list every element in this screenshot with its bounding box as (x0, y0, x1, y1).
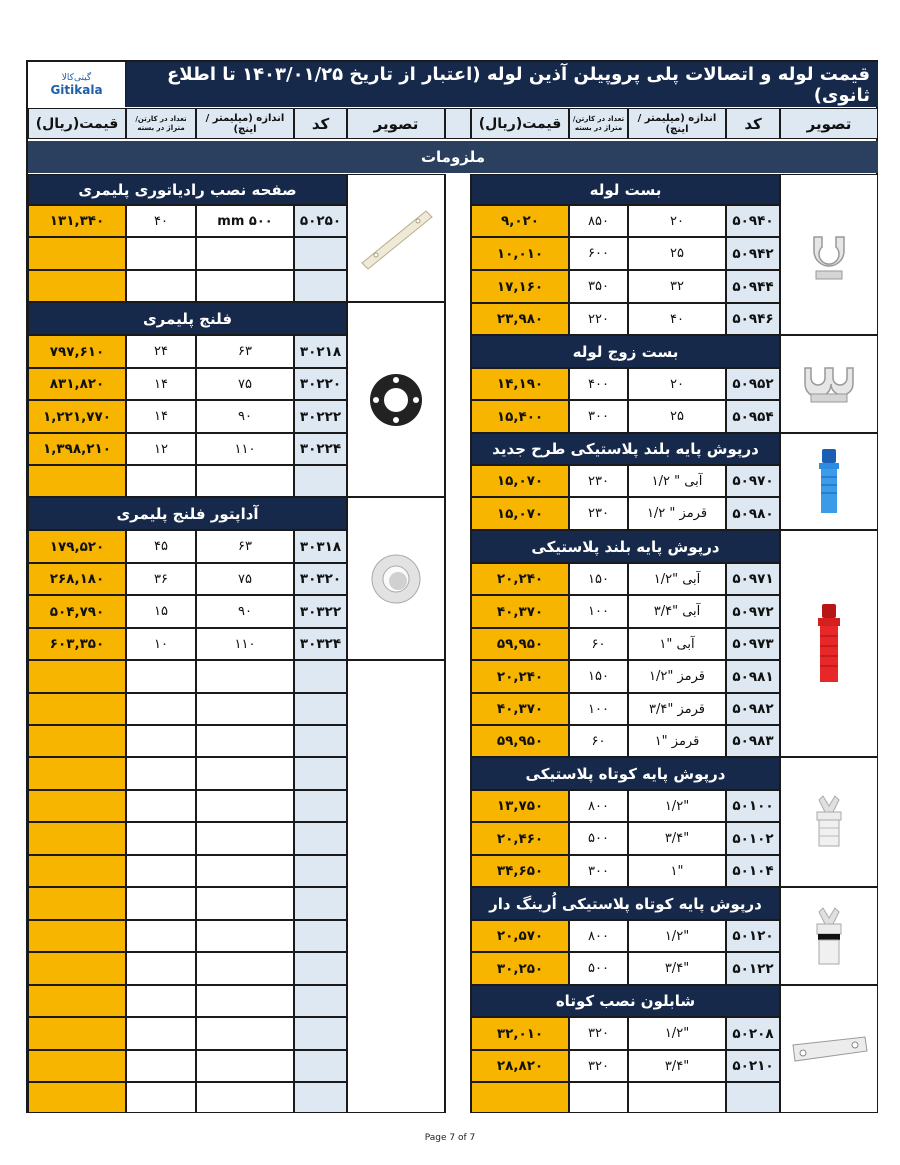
header-price-left: قیمت(ریال) (28, 108, 126, 139)
empty-qty (126, 270, 196, 302)
empty-cell (126, 855, 196, 887)
row-size: "۱/۲ (628, 920, 726, 952)
empty-cell (294, 757, 347, 790)
header-qty-right: تعداد در کارتن/ متراژ در بسته (569, 108, 628, 139)
row-price: ۴۰,۳۷۰ (471, 693, 569, 725)
empty-code (726, 1082, 780, 1113)
row-code: ۵۰۹۸۲ (726, 693, 780, 725)
empty-cell (294, 660, 347, 693)
empty-size (196, 237, 294, 270)
row-qty: ۳۰۰ (569, 855, 628, 887)
red-long-plug-icon (780, 530, 878, 757)
row-size: "۱/۲ (628, 790, 726, 822)
row-code: ۳۰۳۲۲ (294, 595, 347, 628)
row-code: ۵۰۹۸۳ (726, 725, 780, 757)
row-code: ۵۰۱۲۰ (726, 920, 780, 952)
empty-cell (28, 725, 126, 757)
row-size: ۷۵ (196, 563, 294, 595)
logo-text-en: Gitikala (50, 82, 103, 97)
row-price: ۴۰,۳۷۰ (471, 595, 569, 628)
group-title: درپوش پایه کوتاه پلاستیکی (471, 757, 780, 790)
empty-cell (28, 1050, 126, 1082)
row-size: ۶۳ (196, 335, 294, 368)
row-size: ۴۰ (628, 303, 726, 335)
row-size: ۲۵ (628, 400, 726, 433)
empty-cell (126, 985, 196, 1017)
template-bar-icon (780, 985, 878, 1113)
group-title: شابلون نصب کوتاه (471, 985, 780, 1017)
empty-cell (126, 887, 196, 920)
empty-code (294, 465, 347, 497)
empty-cell (196, 1082, 294, 1113)
row-size: قرمز "۱ (628, 725, 726, 757)
row-size: "۱/۲ (628, 1017, 726, 1050)
row-size: ۲۵ (628, 237, 726, 270)
row-price: ۳۰,۲۵۰ (471, 952, 569, 985)
row-qty: ۸۰۰ (569, 920, 628, 952)
row-qty: ۶۰ (569, 628, 628, 660)
row-size: آبی "۱/۲ (628, 563, 726, 595)
pipe-clip-icon (780, 174, 878, 335)
empty-cell (28, 790, 126, 822)
empty-cell (294, 1050, 347, 1082)
empty-cell (196, 887, 294, 920)
row-size: ۲۰ (628, 368, 726, 400)
empty-cell (126, 1017, 196, 1050)
row-price: ۱۵,۰۷۰ (471, 497, 569, 530)
row-price: ۱۵,۴۰۰ (471, 400, 569, 433)
row-price: ۱۷۹,۵۲۰ (28, 530, 126, 563)
row-code: ۵۰۱۰۰ (726, 790, 780, 822)
empty-cell (28, 660, 126, 693)
row-price: ۹,۰۲۰ (471, 205, 569, 237)
empty-cell (294, 822, 347, 855)
row-code: ۵۰۲۵۰ (294, 205, 347, 237)
empty-cell (126, 790, 196, 822)
double-pipe-clip-icon (780, 335, 878, 433)
row-qty: ۱۴ (126, 400, 196, 433)
radiator-plate-icon (347, 174, 445, 302)
row-code: ۳۰۲۲۰ (294, 368, 347, 400)
row-price: ۲۰,۴۶۰ (471, 822, 569, 855)
empty-cell (126, 757, 196, 790)
row-qty: ۱۵۰ (569, 660, 628, 693)
empty-cell (28, 920, 126, 952)
row-size: "۳/۴ (628, 1050, 726, 1082)
row-price: ۱۴,۱۹۰ (471, 368, 569, 400)
row-size: mm ۵۰۰ (196, 205, 294, 237)
empty-cell (294, 790, 347, 822)
empty-cell (126, 725, 196, 757)
row-price: ۱۳,۷۵۰ (471, 790, 569, 822)
row-code: ۵۰۹۷۱ (726, 563, 780, 595)
row-size: ۳۲ (628, 270, 726, 303)
empty-cell (126, 1082, 196, 1113)
empty-cell (28, 887, 126, 920)
row-qty: ۱۰ (126, 628, 196, 660)
header-size-right: اندازه (میلیمتر /اینچ) (628, 108, 726, 139)
row-size: آبی "۳/۴ (628, 595, 726, 628)
row-size: ۱۱۰ (196, 433, 294, 465)
row-price: ۲۸,۸۲۰ (471, 1050, 569, 1082)
row-code: ۵۰۹۵۲ (726, 368, 780, 400)
group-title: صفحه نصب رادیاتوری پلیمری (28, 174, 347, 205)
row-price: ۵۰۴,۷۹۰ (28, 595, 126, 628)
row-price: ۱,۲۲۱,۷۷۰ (28, 400, 126, 433)
row-price: ۲۳,۹۸۰ (471, 303, 569, 335)
empty-cell (196, 822, 294, 855)
row-qty: ۱۲ (126, 433, 196, 465)
empty-cell (294, 952, 347, 985)
price-sheet (26, 60, 878, 1113)
empty-price (471, 1082, 569, 1113)
row-price: ۲۰,۵۷۰ (471, 920, 569, 952)
row-code: ۳۰۳۲۰ (294, 563, 347, 595)
empty-code (294, 270, 347, 302)
row-size: ۲۰ (628, 205, 726, 237)
empty-cell (126, 920, 196, 952)
row-size: "۳/۴ (628, 952, 726, 985)
row-code: ۵۰۹۸۰ (726, 497, 780, 530)
page-title-text: قیمت لوله و اتصالات پلی پروپیلن آذین لوله (اعتبار از تاریخ ۱۴۰۳/۰۱/۲۵ تا اطلاع ثانوی) (166, 63, 870, 106)
row-qty: ۲۲۰ (569, 303, 628, 335)
empty-cell (28, 822, 126, 855)
flange-adapter-icon (347, 497, 445, 660)
section-title: ملزومات (28, 141, 878, 173)
group-title: بست زوج لوله (471, 335, 780, 368)
row-price: ۱,۳۹۸,۲۱۰ (28, 433, 126, 465)
group-title: درپوش پایه بلند پلاستیکی طرح جدید (471, 433, 780, 465)
row-qty: ۱۵۰ (569, 563, 628, 595)
empty-price (28, 465, 126, 497)
empty-cell (196, 920, 294, 952)
row-qty: ۴۰ (126, 205, 196, 237)
header-gap (445, 108, 471, 139)
empty-cell (196, 855, 294, 887)
empty-cell (196, 1017, 294, 1050)
row-code: ۵۰۹۴۲ (726, 237, 780, 270)
empty-cell (28, 855, 126, 887)
row-price: ۱۵,۰۷۰ (471, 465, 569, 497)
row-price: ۶۰۳,۳۵۰ (28, 628, 126, 660)
flange-icon (347, 302, 445, 497)
header-qty-left: تعداد در کارتن/ متراژ در بسته (126, 108, 196, 139)
row-qty: ۱۴ (126, 368, 196, 400)
row-code: ۳۰۳۱۸ (294, 530, 347, 563)
row-price: ۷۹۷,۶۱۰ (28, 335, 126, 368)
row-price: ۵۹,۹۵۰ (471, 725, 569, 757)
empty-code (294, 237, 347, 270)
empty-size (196, 465, 294, 497)
row-code: ۵۰۹۴۴ (726, 270, 780, 303)
empty-cell (126, 822, 196, 855)
empty-cell (294, 985, 347, 1017)
empty-cell (126, 1050, 196, 1082)
row-code: ۵۰۹۷۲ (726, 595, 780, 628)
row-code: ۵۰۱۰۴ (726, 855, 780, 887)
group-title: بست لوله (471, 174, 780, 205)
row-qty: ۶۰ (569, 725, 628, 757)
row-qty: ۳۵۰ (569, 270, 628, 303)
row-qty: ۲۳۰ (569, 465, 628, 497)
row-price: ۱۷,۱۶۰ (471, 270, 569, 303)
logo-text-fa: گیتی‌کالا (61, 72, 92, 83)
row-code: ۵۰۹۸۱ (726, 660, 780, 693)
row-qty: ۲۳۰ (569, 497, 628, 530)
empty-cell (294, 1082, 347, 1113)
row-qty: ۳۲۰ (569, 1050, 628, 1082)
row-price: ۸۳۱,۸۲۰ (28, 368, 126, 400)
short-plug-icon (780, 757, 878, 887)
header-image-left: تصویر (347, 108, 445, 139)
empty-qty (126, 465, 196, 497)
empty-cell (196, 985, 294, 1017)
row-code: ۳۰۲۲۴ (294, 433, 347, 465)
gitikala-logo (28, 62, 126, 107)
empty-cell (196, 1050, 294, 1082)
empty-cell (294, 855, 347, 887)
row-code: ۵۰۱۲۲ (726, 952, 780, 985)
empty-cell (294, 887, 347, 920)
group-title: فلنج پلیمری (28, 302, 347, 335)
row-code: ۳۰۲۲۲ (294, 400, 347, 433)
row-size: قرمز "۱/۲ (628, 660, 726, 693)
row-size: ۷۵ (196, 368, 294, 400)
row-qty: ۵۰۰ (569, 822, 628, 855)
row-qty: ۴۰۰ (569, 368, 628, 400)
empty-cell (196, 660, 294, 693)
empty-size (196, 270, 294, 302)
empty-cell (28, 693, 126, 725)
group-title: آداپتور فلنج پلیمری (28, 497, 347, 530)
column-divider (445, 174, 471, 1113)
row-price: ۲۰,۲۴۰ (471, 563, 569, 595)
header-size-left: اندازه (میلیمتر /اینچ) (196, 108, 294, 139)
group-title: درپوش پایه کوتاه پلاستیکی اُرینگ دار (471, 887, 780, 920)
row-code: ۵۰۱۰۲ (726, 822, 780, 855)
empty-qty (569, 1082, 628, 1113)
empty-cell (196, 952, 294, 985)
empty-cell (196, 790, 294, 822)
page-title (126, 62, 878, 107)
row-qty: ۳۲۰ (569, 1017, 628, 1050)
row-size: قرمز "۳/۴ (628, 693, 726, 725)
empty-cell (28, 985, 126, 1017)
group-title: درپوش پایه بلند پلاستیکی (471, 530, 780, 563)
empty-qty (126, 237, 196, 270)
row-qty: ۲۴ (126, 335, 196, 368)
row-code: ۵۰۹۴۶ (726, 303, 780, 335)
empty-size (628, 1082, 726, 1113)
empty-image-cell (347, 660, 445, 1113)
row-price: ۳۴,۶۵۰ (471, 855, 569, 887)
row-code: ۵۰۹۷۳ (726, 628, 780, 660)
row-size: ۹۰ (196, 595, 294, 628)
row-qty: ۶۰۰ (569, 237, 628, 270)
row-qty: ۱۰۰ (569, 693, 628, 725)
header-code-left: کد (294, 108, 347, 139)
empty-price (28, 270, 126, 302)
row-size: "۱ (628, 855, 726, 887)
row-qty: ۱۰۰ (569, 595, 628, 628)
row-price: ۵۹,۹۵۰ (471, 628, 569, 660)
empty-cell (196, 757, 294, 790)
page-footer: Page 7 of 7 (424, 1133, 476, 1143)
row-price: ۱۳۱,۳۴۰ (28, 205, 126, 237)
row-price: ۳۲,۰۱۰ (471, 1017, 569, 1050)
header-code-right: کد (726, 108, 780, 139)
row-size: "۳/۴ (628, 822, 726, 855)
empty-cell (196, 725, 294, 757)
row-size: آبی "۱ (628, 628, 726, 660)
short-plug-oring-icon (780, 887, 878, 985)
row-code: ۵۰۲۱۰ (726, 1050, 780, 1082)
row-code: ۵۰۹۷۰ (726, 465, 780, 497)
row-qty: ۱۵ (126, 595, 196, 628)
row-qty: ۴۵ (126, 530, 196, 563)
row-size: ۹۰ (196, 400, 294, 433)
row-size: ۶۳ (196, 530, 294, 563)
empty-cell (28, 1017, 126, 1050)
row-size: آبی " ۱/۲ (628, 465, 726, 497)
empty-cell (126, 952, 196, 985)
blue-long-plug-icon (780, 433, 878, 530)
empty-cell (294, 693, 347, 725)
row-code: ۵۰۹۴۰ (726, 205, 780, 237)
row-qty: ۸۰۰ (569, 790, 628, 822)
row-qty: ۸۵۰ (569, 205, 628, 237)
row-code: ۵۰۲۰۸ (726, 1017, 780, 1050)
empty-cell (294, 1017, 347, 1050)
row-price: ۲۶۸,۱۸۰ (28, 563, 126, 595)
row-qty: ۳۰۰ (569, 400, 628, 433)
empty-cell (126, 693, 196, 725)
row-qty: ۳۶ (126, 563, 196, 595)
empty-cell (294, 725, 347, 757)
empty-cell (28, 757, 126, 790)
row-size: قرمز " ۱/۲ (628, 497, 726, 530)
empty-cell (28, 1082, 126, 1113)
empty-cell (294, 920, 347, 952)
row-price: ۱۰,۰۱۰ (471, 237, 569, 270)
row-code: ۵۰۹۵۴ (726, 400, 780, 433)
row-size: ۱۱۰ (196, 628, 294, 660)
row-price: ۲۰,۲۴۰ (471, 660, 569, 693)
empty-cell (196, 693, 294, 725)
empty-price (28, 237, 126, 270)
row-code: ۳۰۲۱۸ (294, 335, 347, 368)
row-qty: ۵۰۰ (569, 952, 628, 985)
empty-cell (28, 952, 126, 985)
header-price-right: قیمت(ریال) (471, 108, 569, 139)
empty-cell (126, 660, 196, 693)
header-image-right: تصویر (780, 108, 878, 139)
row-code: ۳۰۳۲۴ (294, 628, 347, 660)
